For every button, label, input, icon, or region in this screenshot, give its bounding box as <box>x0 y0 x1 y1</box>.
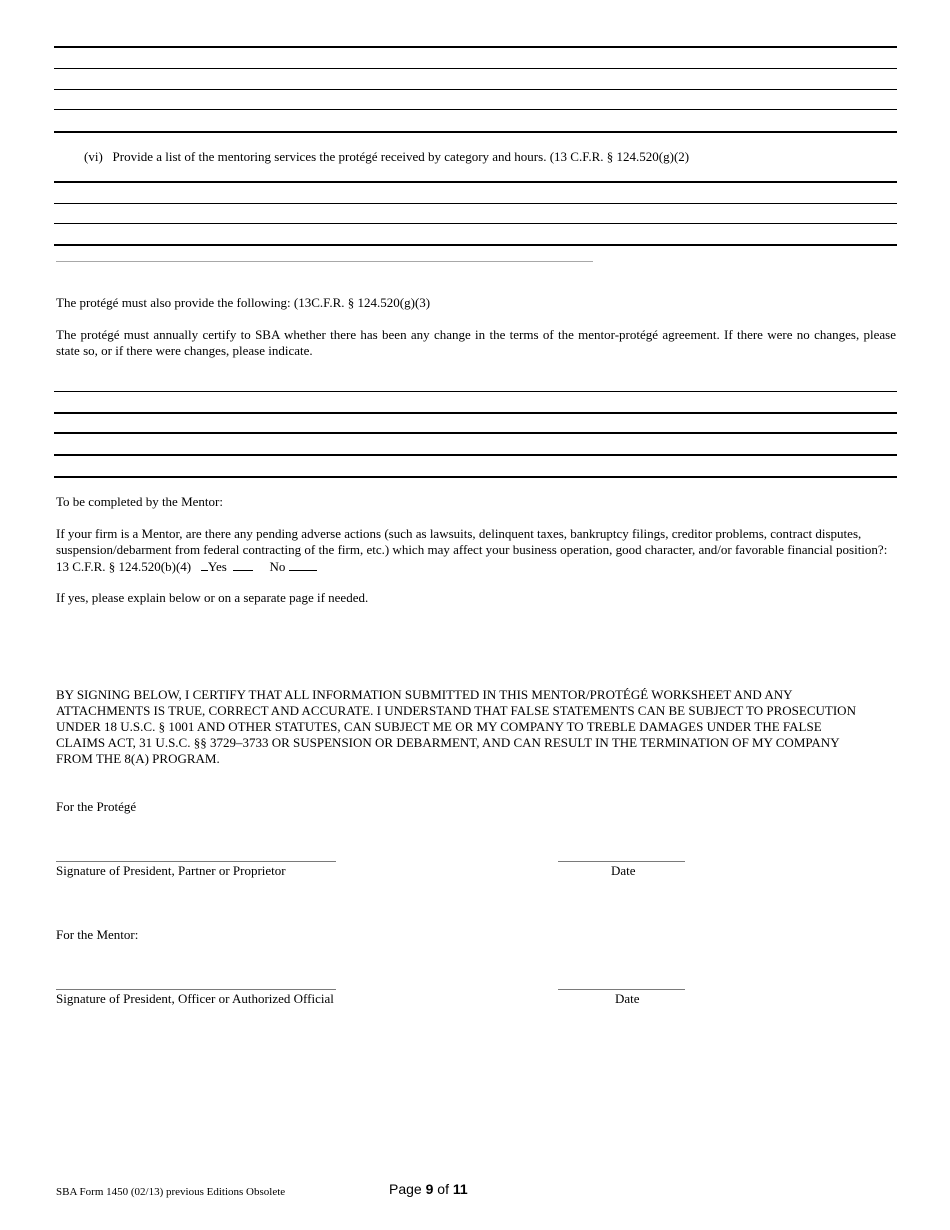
mentor-signature-label: Signature of President, Officer or Authorized Official <box>56 991 334 1006</box>
mentor-signature-heading: For the Mentor: <box>56 927 139 942</box>
page-number <box>389 1180 468 1198</box>
answer-line[interactable] <box>54 391 897 392</box>
mentor-question-text: If your firm is a Mentor, are there any pending adverse actions (such as lawsuits, delinquent taxes, bankruptcy filings, creditor problems, contract disputes, suspension/debarment from federal contracting of the firm, etc.) which may affect your business operation, good character, and/or favorable financial position?: 13 C.F.R. § 124.520(b)(4) <box>56 526 888 574</box>
answer-line[interactable] <box>54 476 897 478</box>
protege-date-line[interactable] <box>558 861 685 862</box>
answer-line[interactable] <box>54 244 897 246</box>
protege-intro: The protégé must also provide the following: (13C.F.R. § 124.520(g)(3) <box>56 295 431 310</box>
answer-line[interactable] <box>54 432 897 434</box>
protege-date-label: Date <box>611 863 636 878</box>
yes-blank-before[interactable] <box>201 558 208 571</box>
page-word: Page <box>389 1181 422 1197</box>
page-current: 9 <box>425 1181 434 1197</box>
mentor-date-label: Date <box>615 991 640 1006</box>
protege-certify-instructions: The protégé must annually certify to SBA whether there has been any change in the terms of the mentor-protégé agreement. If there were no changes, please state so, or if there were changes, please indicate. <box>56 327 896 358</box>
page-total: 11 <box>452 1181 468 1197</box>
protege-signature-heading: For the Protégé <box>56 799 137 814</box>
form-identifier: SBA Form 1450 (02/13) previous Editions Obsolete <box>56 1186 286 1198</box>
page-of: of <box>437 1181 449 1197</box>
answer-line[interactable] <box>54 412 897 414</box>
answer-line[interactable] <box>54 454 897 456</box>
protege-signature-line[interactable] <box>56 861 336 862</box>
yes-label: Yes <box>207 559 227 574</box>
mentor-date-line[interactable] <box>558 989 685 990</box>
no-label: No <box>269 559 286 574</box>
answer-line[interactable] <box>54 46 897 48</box>
no-answer-blank[interactable] <box>289 558 317 571</box>
mentor-signature-line[interactable] <box>56 989 336 990</box>
answer-line[interactable] <box>54 131 897 133</box>
answer-line[interactable] <box>54 181 897 183</box>
answer-line[interactable] <box>54 223 897 224</box>
answer-line[interactable] <box>54 68 897 69</box>
answer-line[interactable] <box>54 89 897 90</box>
certification-statement: BY SIGNING BELOW, I CERTIFY THAT ALL INFORMATION SUBMITTED IN THIS MENTOR/PROTÉGÉ WORKSHEET AND ANY ATTACHMENTS IS TRUE, CORRECT AND ACCURATE. I UNDERSTAND THAT FALSE STATEMENTS CAN BE SUBJECT TO PROSECUTION UNDER 18 U.S.C. § 1001 AND OTHER STATUTES, CAN SUBJECT ME OR MY COMPANY TO TREBLE DAMAGES UNDER THE FALSE CLAIMS ACT, 31 U.S.C. §§ 3729–3733 OR SUSPENSION OR DEBARMENT, AND CAN RESULT IN THE TERMINATION OF MY COMPANY FROM THE 8(A) PROGRAM. <box>56 687 856 766</box>
protege-signature-label: Signature of President, Partner or Proprietor <box>56 863 286 878</box>
mentor-adverse-question <box>56 526 896 575</box>
separator-line <box>56 261 593 262</box>
answer-line[interactable] <box>54 109 897 110</box>
yes-answer-blank[interactable] <box>233 558 253 571</box>
item-vi-label: (vi) <box>84 149 103 164</box>
mentor-heading: To be completed by the Mentor: <box>56 494 223 509</box>
mentor-explain-instructions: If yes, please explain below or on a separate page if needed. <box>56 590 369 605</box>
item-vi <box>84 149 894 165</box>
answer-line[interactable] <box>54 203 897 204</box>
item-vi-text: Provide a list of the mentoring services the protégé received by category and hours. (13 C.F.R. § 124.520(g)(2) <box>112 149 690 164</box>
